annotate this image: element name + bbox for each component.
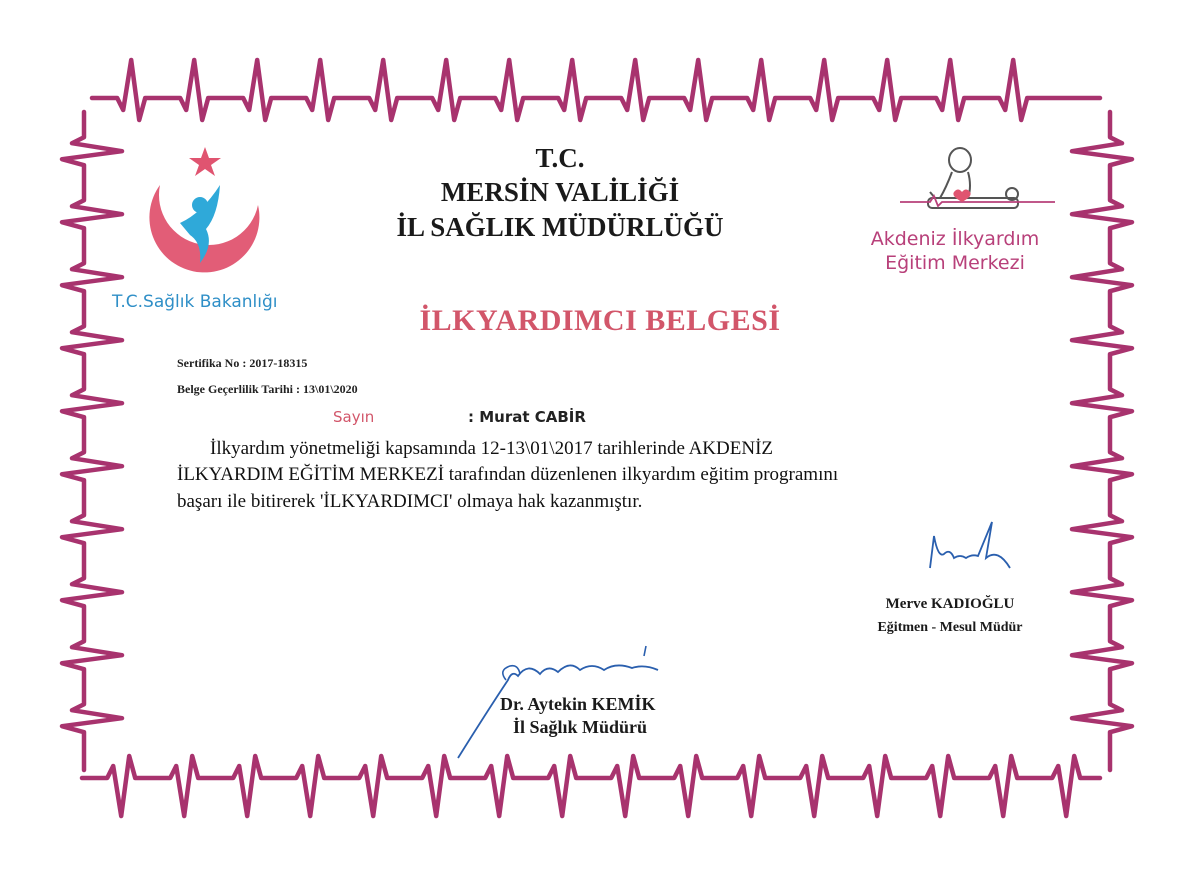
ministry-logo (140, 145, 270, 285)
signatory-2-name: Dr. Aytekin KEMİK (500, 694, 656, 714)
header-tc: T.C. (535, 143, 585, 173)
validity-date: Belge Geçerlilik Tarihi : 13\01\2020 (177, 382, 358, 396)
certificate-number: Sertifika No : 2017-18315 (177, 356, 308, 370)
training-center-line1: Akdeniz İlkyardım (870, 228, 1040, 250)
ministry-logo-text: T.C.Sağlık Bakanlığı (112, 292, 278, 312)
body-text-line3: başarı ile bitirerek 'İLKYARDIMCI' olmaya hak kazanmıştır. (177, 491, 643, 512)
signatory-1-name: Merve KADIOĞLU (885, 596, 1015, 612)
training-center-line2: Eğitim Merkezi (885, 252, 1025, 274)
training-center-logo (900, 140, 1060, 220)
header-directorate: İL SAĞLIK MÜDÜRLÜĞÜ (396, 212, 724, 242)
header-governorship: MERSİN VALİLİĞİ (440, 177, 680, 207)
body-text-line1: İlkyardım yönetmeliği kapsamında 12-13\01\2017 tarihlerinde AKDENİZ (210, 438, 774, 459)
signatory-1-title: Eğitmen - Mesul Müdür (877, 620, 1023, 635)
signatory-2-title: İl Sağlık Müdürü (513, 717, 648, 737)
salutation-label: Sayın (333, 408, 375, 426)
ministry-emblem-icon (140, 145, 270, 285)
certificate-title: İLKYARDIMCI BELGESİ (419, 304, 781, 337)
recipient-name: : Murat CABİR (468, 408, 586, 426)
cpr-figure-icon (900, 140, 1060, 220)
signature-1 (920, 518, 1020, 578)
body-text-line2: İLKYARDIM EĞİTİM MERKEZİ tarafından düzenlenen ilkyardım eğitim programını (177, 464, 839, 485)
